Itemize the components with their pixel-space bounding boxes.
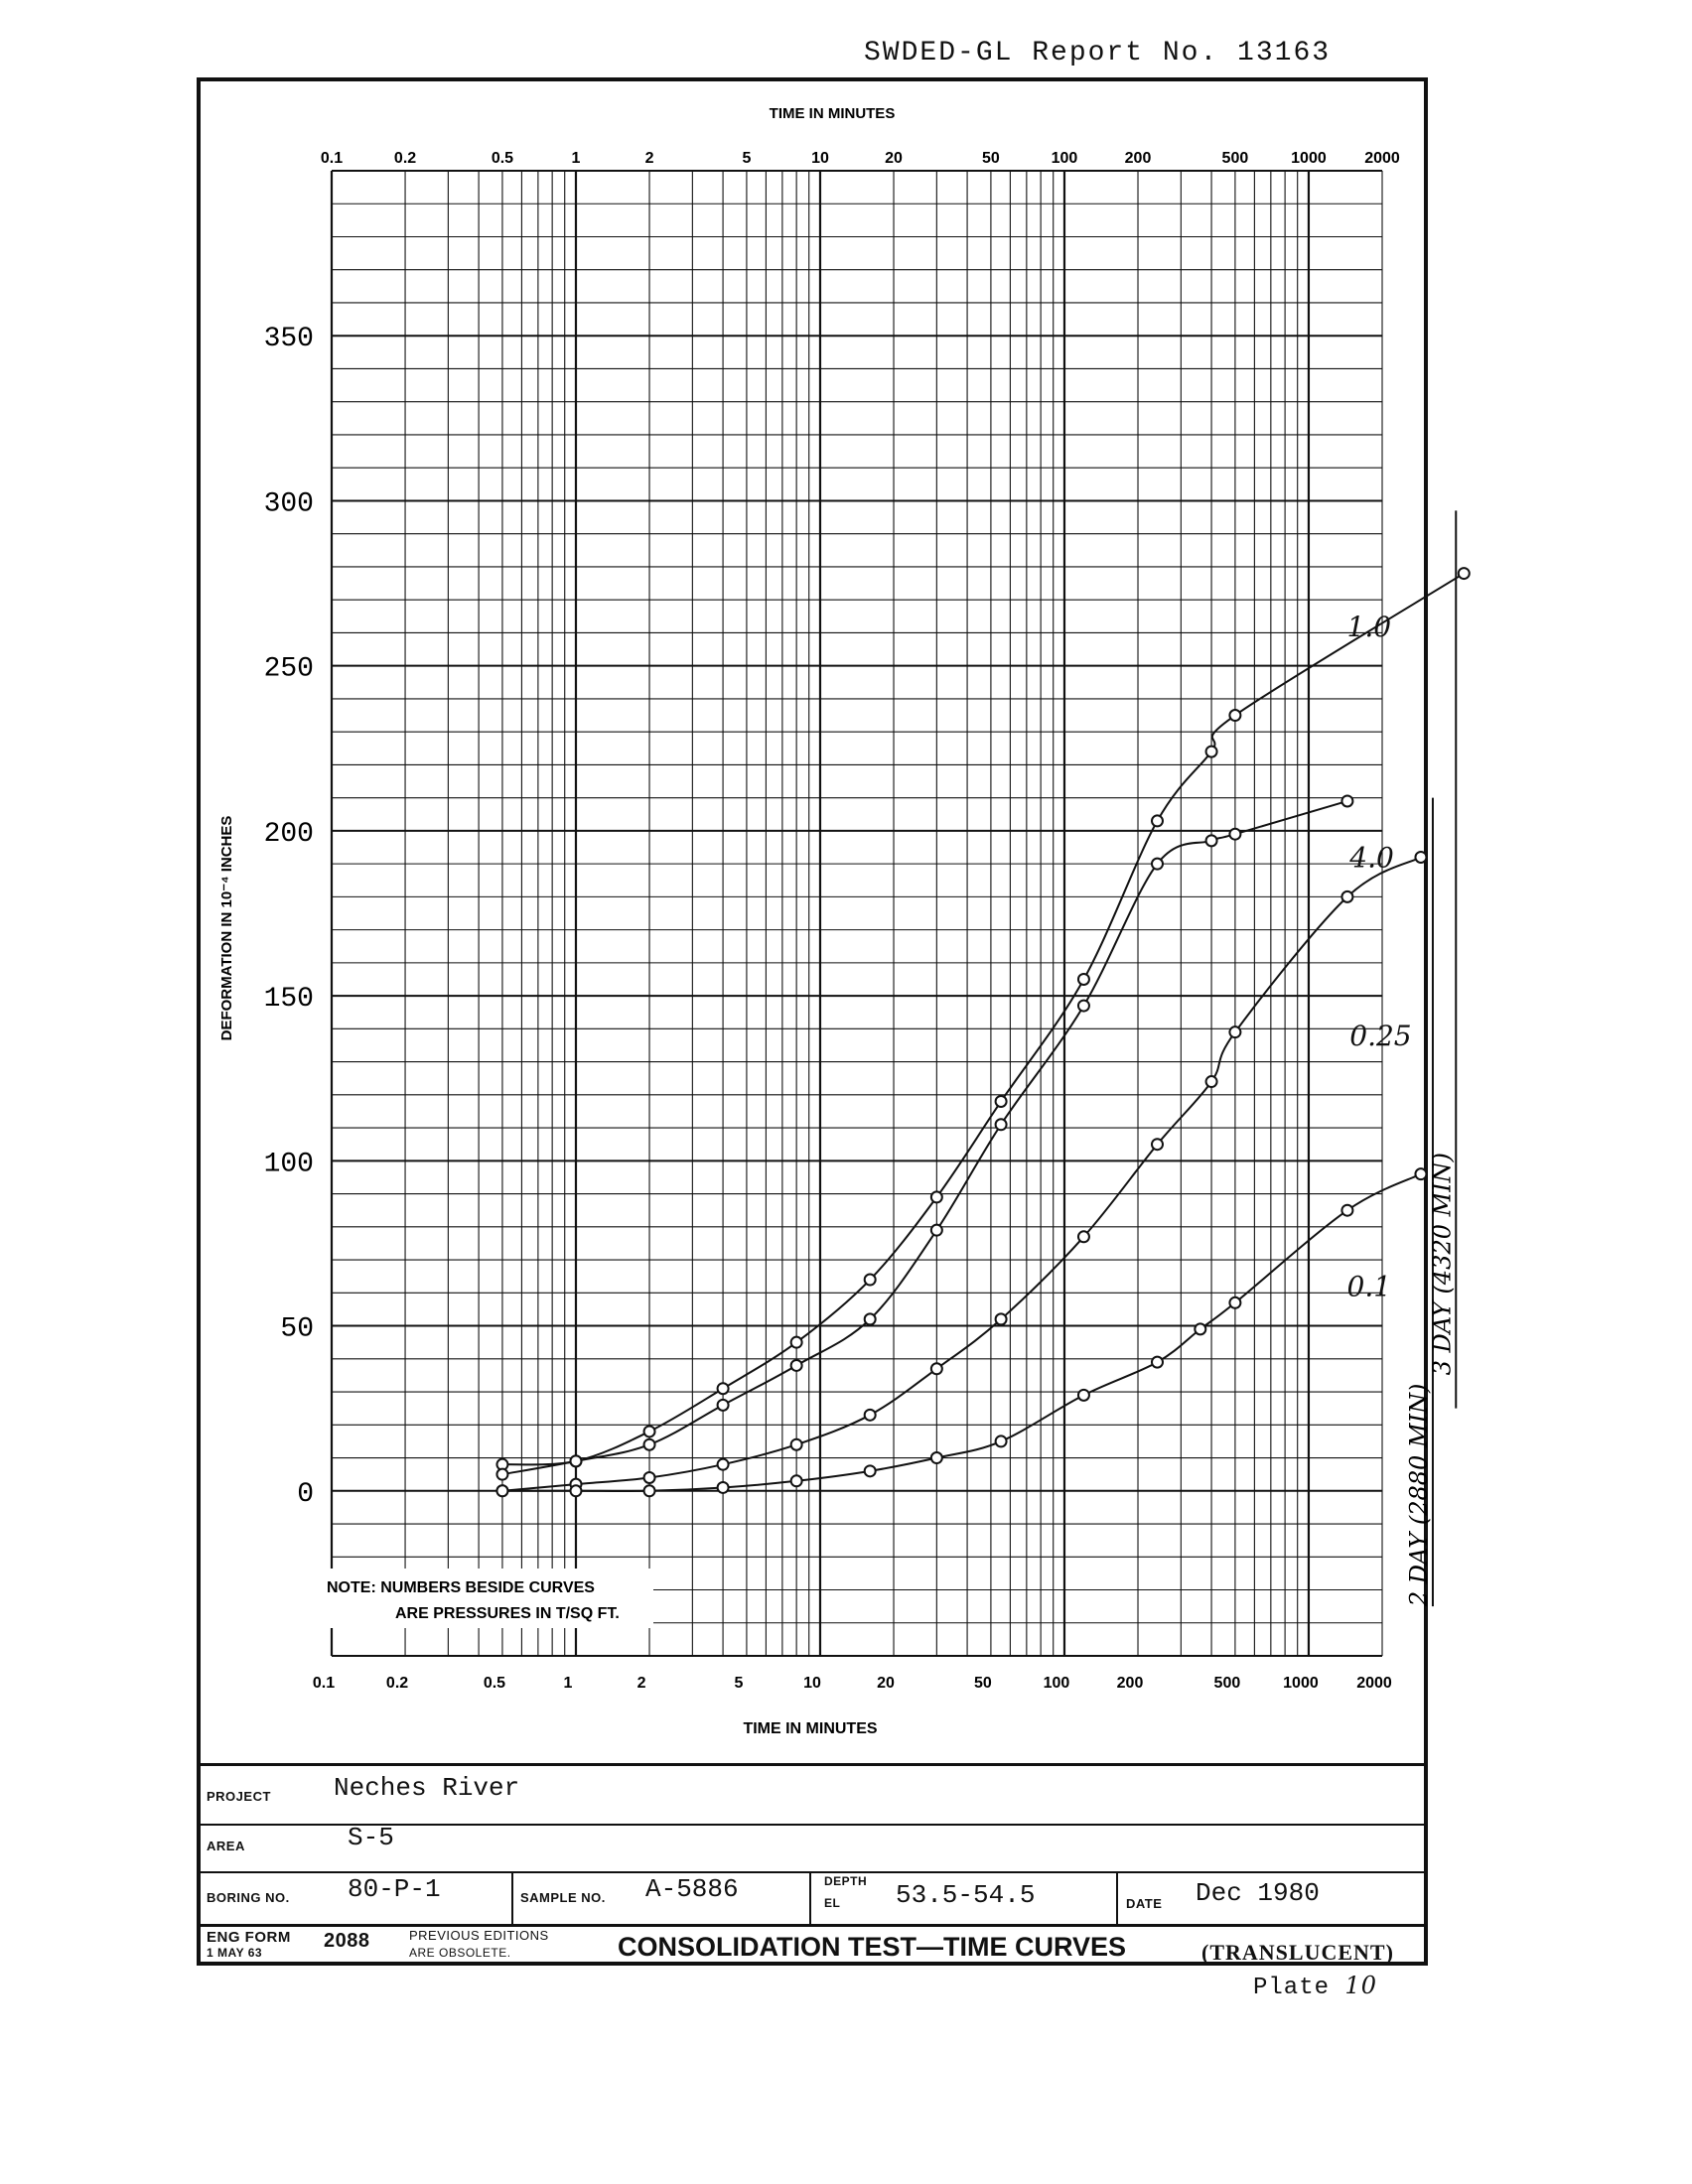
data-point bbox=[1229, 1026, 1240, 1037]
data-point bbox=[791, 1439, 802, 1450]
x-tick-label-bottom: 0.5 bbox=[483, 1675, 506, 1692]
x-axis-label-top: TIME IN MINUTES bbox=[769, 105, 896, 122]
three-day-label: 3 DAY (4320 MIN) bbox=[1428, 1152, 1457, 1376]
series-label: 4.0 bbox=[1349, 841, 1394, 875]
y-tick-label: 150 bbox=[263, 984, 314, 1016]
data-point bbox=[1229, 1297, 1240, 1308]
data-point bbox=[1206, 1076, 1217, 1087]
series-label: 0.25 bbox=[1349, 1020, 1412, 1053]
depth-value: 53.5-54.5 bbox=[896, 1880, 1036, 1910]
series-lines bbox=[502, 574, 1464, 1491]
x-tick-label-top: 10 bbox=[811, 150, 829, 167]
note-line-1: NOTE: NUMBERS BESIDE CURVES bbox=[327, 1579, 595, 1596]
x-tick-label-bottom: 1 bbox=[563, 1675, 573, 1692]
elevation-label: EL bbox=[824, 1896, 841, 1910]
data-point bbox=[644, 1472, 655, 1483]
data-point bbox=[1078, 974, 1089, 985]
y-axis-label: DEFORMATION IN 10⁻⁴ INCHES bbox=[218, 815, 235, 1041]
data-point bbox=[1078, 1231, 1089, 1242]
data-point bbox=[1152, 815, 1163, 826]
data-point bbox=[1459, 568, 1470, 579]
x-tick-label-top: 20 bbox=[885, 150, 903, 167]
form-title: CONSOLIDATION TEST—TIME CURVES bbox=[618, 1932, 1127, 1962]
y-tick-label: 300 bbox=[263, 488, 314, 520]
sample-value: A-5886 bbox=[645, 1874, 739, 1904]
x-tick-label-bottom: 5 bbox=[734, 1675, 744, 1692]
x-tick-label-bottom: 500 bbox=[1213, 1675, 1241, 1692]
x-tick-label-top: 0.1 bbox=[320, 150, 344, 167]
x-tick-label-bottom: 1000 bbox=[1283, 1675, 1319, 1692]
area-label: AREA bbox=[207, 1839, 245, 1853]
x-tick-label-bottom: 200 bbox=[1116, 1675, 1144, 1692]
x-tick-label-top: 2000 bbox=[1364, 150, 1400, 167]
y-tick-label: 100 bbox=[263, 1149, 314, 1180]
data-point bbox=[791, 1337, 802, 1348]
x-tick-label-top: 100 bbox=[1051, 150, 1078, 167]
y-tick-label: 50 bbox=[280, 1313, 314, 1345]
title-block-rule bbox=[197, 1871, 1428, 1873]
data-point bbox=[865, 1465, 876, 1476]
x-tick-label-top: 1 bbox=[571, 150, 581, 167]
series-label: 1.0 bbox=[1346, 610, 1392, 643]
data-point bbox=[996, 1313, 1007, 1324]
data-points bbox=[496, 568, 1469, 1496]
data-point bbox=[496, 1485, 507, 1496]
project-label: PROJECT bbox=[207, 1789, 271, 1804]
series-labels bbox=[1347, 611, 1412, 1303]
duration-annotations bbox=[1405, 510, 1456, 1607]
y-tick-labels bbox=[264, 324, 314, 1510]
plate-label-text: Plate bbox=[1253, 1975, 1331, 2001]
date-label: DATE bbox=[1126, 1896, 1163, 1911]
note-line-2: ARE PRESSURES IN T/SQ FT. bbox=[395, 1605, 620, 1622]
y-tick-label: 200 bbox=[263, 818, 314, 850]
plate-label bbox=[1253, 1972, 1377, 2001]
y-tick-label: 350 bbox=[263, 324, 314, 355]
series-line bbox=[502, 801, 1347, 1474]
data-point bbox=[570, 1485, 581, 1496]
data-point bbox=[931, 1225, 942, 1236]
title-block-divider bbox=[1116, 1871, 1118, 1925]
y-tick-label: 250 bbox=[263, 653, 314, 685]
data-point bbox=[1078, 1001, 1089, 1012]
data-point bbox=[1341, 795, 1352, 806]
data-point bbox=[791, 1475, 802, 1486]
x-axis-label-bottom: TIME IN MINUTES bbox=[743, 1720, 878, 1737]
x-tick-label-bottom: 0.1 bbox=[312, 1675, 336, 1692]
form-number: 2088 bbox=[324, 1930, 370, 1952]
series-line bbox=[502, 857, 1421, 1490]
data-point bbox=[718, 1482, 729, 1493]
data-point bbox=[1229, 829, 1240, 840]
data-point bbox=[865, 1313, 876, 1324]
plate-number: 10 bbox=[1344, 1972, 1377, 1999]
data-point bbox=[718, 1383, 729, 1394]
area-value: S-5 bbox=[348, 1823, 394, 1852]
data-point bbox=[1152, 1139, 1163, 1150]
previous-editions: PREVIOUS EDITIONS bbox=[409, 1928, 549, 1943]
data-point bbox=[644, 1485, 655, 1496]
data-point bbox=[931, 1363, 942, 1374]
data-point bbox=[996, 1119, 1007, 1130]
x-tick-labels-top bbox=[321, 150, 1400, 167]
data-point bbox=[1341, 1205, 1352, 1216]
data-point bbox=[718, 1459, 729, 1470]
data-point bbox=[996, 1435, 1007, 1446]
data-point bbox=[865, 1410, 876, 1421]
data-point bbox=[865, 1275, 876, 1286]
sample-label: SAMPLE NO. bbox=[520, 1890, 606, 1905]
data-point bbox=[1206, 835, 1217, 846]
data-point bbox=[1415, 852, 1426, 863]
x-tick-label-top: 2 bbox=[644, 150, 654, 167]
x-tick-label-bottom: 2000 bbox=[1356, 1675, 1392, 1692]
title-block-divider bbox=[809, 1871, 811, 1925]
x-tick-label-top: 1000 bbox=[1291, 150, 1327, 167]
x-tick-label-bottom: 100 bbox=[1043, 1675, 1070, 1692]
x-tick-label-top: 50 bbox=[982, 150, 1000, 167]
title-block-rule bbox=[197, 1924, 1428, 1927]
x-tick-label-bottom: 0.2 bbox=[385, 1675, 409, 1692]
data-point bbox=[791, 1360, 802, 1371]
series-line bbox=[502, 574, 1464, 1465]
data-point bbox=[1229, 710, 1240, 721]
x-tick-label-bottom: 2 bbox=[636, 1675, 646, 1692]
title-block-top-rule bbox=[197, 1763, 1428, 1766]
two-day-label: 2 DAY (2880 MIN) bbox=[1404, 1383, 1433, 1607]
form-date: 1 MAY 63 bbox=[207, 1946, 263, 1960]
data-point bbox=[1341, 891, 1352, 902]
report-header: SWDED-GL Report No. 13163 bbox=[864, 38, 1332, 68]
data-point bbox=[1078, 1390, 1089, 1401]
form-label: ENG FORM bbox=[207, 1929, 291, 1946]
series-line bbox=[502, 1174, 1421, 1491]
date-value: Dec 1980 bbox=[1196, 1878, 1320, 1908]
data-point bbox=[1152, 1357, 1163, 1368]
title-block-divider bbox=[511, 1871, 513, 1925]
x-tick-labels-bottom bbox=[313, 1675, 1392, 1692]
translucent-note: (TRANSLUCENT) bbox=[1201, 1940, 1394, 1965]
x-tick-label-top: 200 bbox=[1124, 150, 1152, 167]
x-tick-label-top: 500 bbox=[1221, 150, 1249, 167]
data-point bbox=[496, 1469, 507, 1480]
x-tick-label-top: 0.2 bbox=[393, 150, 417, 167]
depth-label: DEPTH bbox=[824, 1874, 868, 1888]
x-tick-label-top: 0.5 bbox=[491, 150, 514, 167]
data-point bbox=[644, 1439, 655, 1450]
data-point bbox=[1206, 747, 1217, 757]
data-point bbox=[1152, 859, 1163, 870]
boring-value: 80-P-1 bbox=[348, 1874, 441, 1904]
data-point bbox=[931, 1191, 942, 1202]
data-point bbox=[718, 1400, 729, 1411]
x-tick-label-bottom: 50 bbox=[974, 1675, 992, 1692]
data-point bbox=[931, 1452, 942, 1463]
data-point bbox=[996, 1096, 1007, 1107]
boring-label: BORING NO. bbox=[207, 1890, 290, 1905]
data-point bbox=[644, 1426, 655, 1436]
data-point bbox=[1195, 1323, 1205, 1334]
project-value: Neches River bbox=[334, 1773, 520, 1803]
x-tick-label-top: 5 bbox=[742, 150, 752, 167]
y-tick-label: 0 bbox=[297, 1478, 314, 1510]
previous-editions-obsolete: ARE OBSOLETE. bbox=[409, 1946, 511, 1960]
data-point bbox=[570, 1455, 581, 1466]
x-tick-label-bottom: 20 bbox=[877, 1675, 895, 1692]
data-point bbox=[1415, 1168, 1426, 1179]
chart-grid bbox=[332, 171, 1382, 1656]
x-tick-label-bottom: 10 bbox=[803, 1675, 821, 1692]
series-label: 0.1 bbox=[1346, 1270, 1392, 1303]
